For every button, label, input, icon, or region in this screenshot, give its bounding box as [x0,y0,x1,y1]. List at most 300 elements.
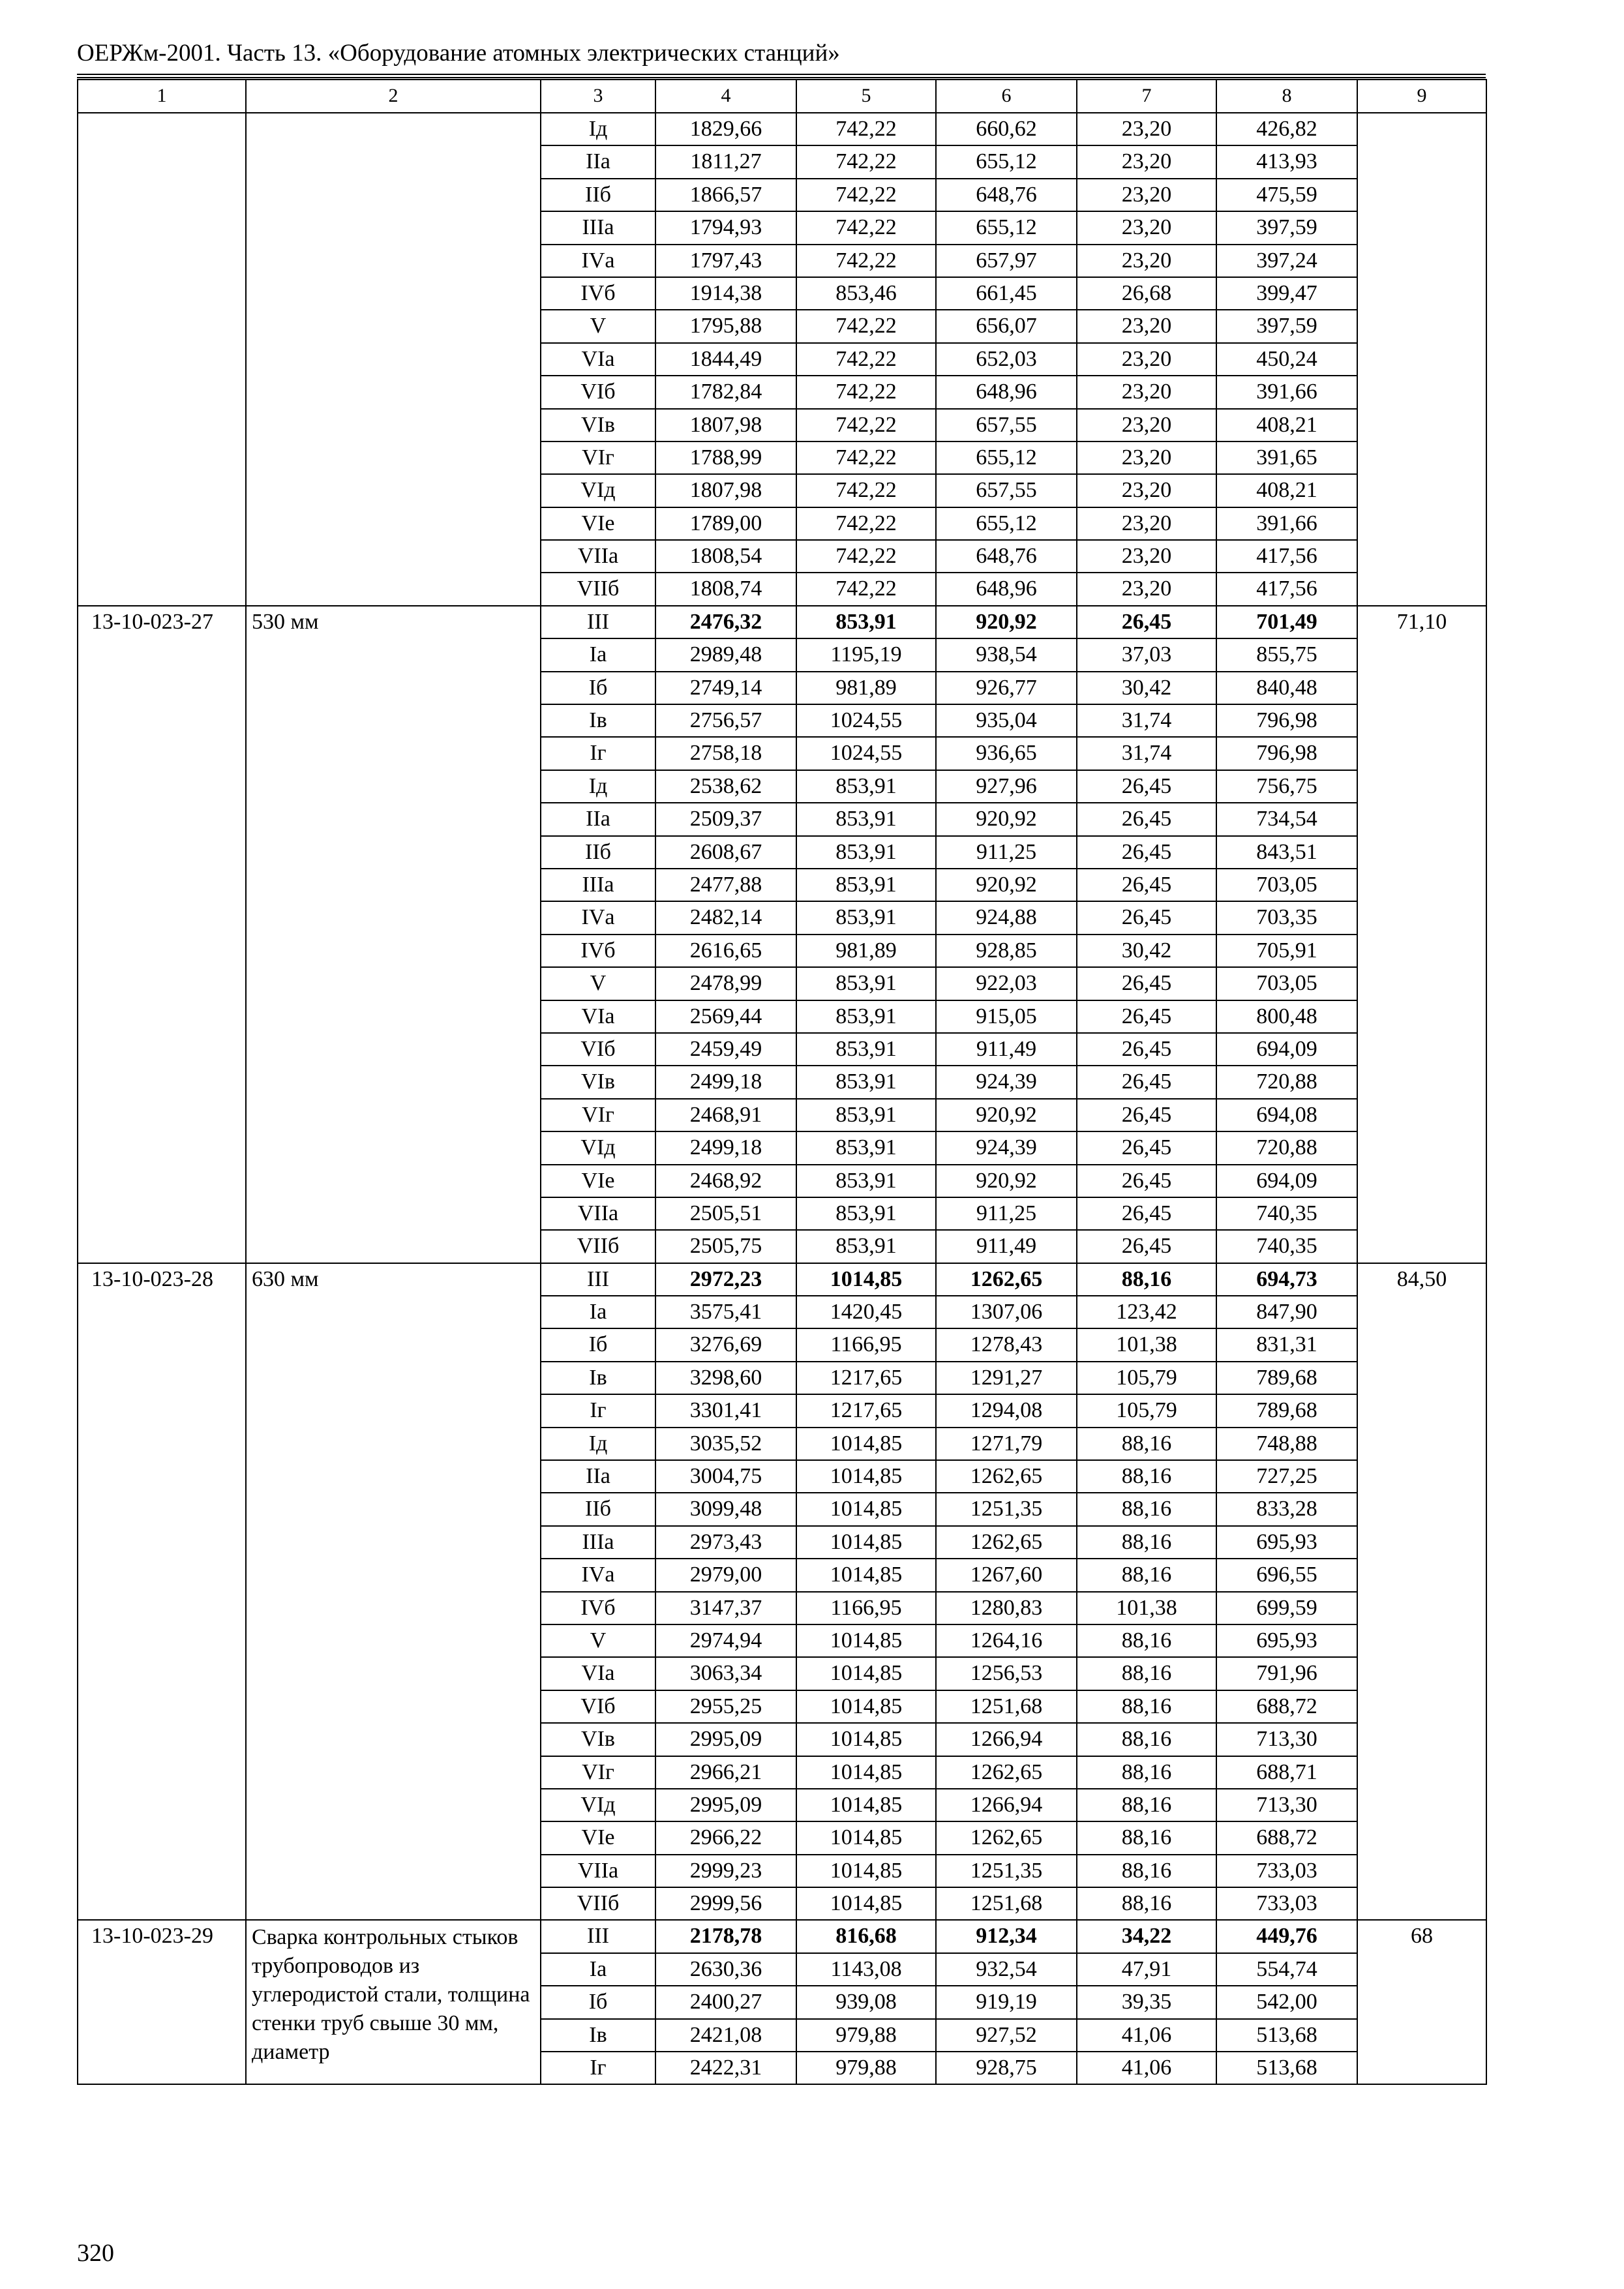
code-cell: 13-10-023-28 [78,1263,246,1921]
value-cell: 927,52 [936,2019,1077,2052]
value-cell: 417,56 [1216,540,1357,573]
zone-cell: VIг [541,1756,655,1789]
value-cell: 939,08 [796,1986,936,2018]
value-cell: 2995,09 [655,1789,796,1821]
value-cell: 796,98 [1216,704,1357,737]
value-cell: 1014,85 [796,1493,936,1525]
zone-cell: IIа [541,1460,655,1493]
value-cell: 720,88 [1216,1066,1357,1098]
column-number: 2 [246,80,541,113]
zone-cell: Iг [541,1394,655,1427]
value-cell: 911,25 [936,1197,1077,1230]
value-cell: 26,45 [1077,869,1216,901]
zone-cell: IIа [541,803,655,835]
value-cell: 1251,35 [936,1855,1077,1887]
value-cell: 920,92 [936,869,1077,901]
value-cell: 703,05 [1216,967,1357,1000]
value-cell: 1280,83 [936,1592,1077,1624]
value-cell: 1014,85 [796,1887,936,1920]
value-cell: 853,91 [796,1131,936,1164]
value-cell: 742,22 [796,245,936,277]
value-cell: 1262,65 [936,1756,1077,1789]
zone-cell: V [541,967,655,1000]
value-cell: 2995,09 [655,1723,796,1756]
value-cell: 655,12 [936,441,1077,474]
value-cell: 2421,08 [655,2019,796,2052]
value-cell: 853,91 [796,967,936,1000]
value-cell: 742,22 [796,441,936,474]
col9-cell: 71,10 [1357,606,1486,1263]
value-cell: 843,51 [1216,836,1357,869]
value-cell: 979,88 [796,2052,936,2084]
value-cell: 1782,84 [655,376,796,408]
value-cell: 742,22 [796,145,936,178]
zone-cell: VIе [541,1821,655,1854]
value-cell: 397,59 [1216,211,1357,244]
value-cell: 924,39 [936,1131,1077,1164]
zone-cell: VIд [541,474,655,507]
value-cell: 2468,91 [655,1099,796,1131]
zone-cell: VIб [541,1690,655,1723]
name-cell: 530 мм [246,606,541,1263]
zone-cell: VIIб [541,1887,655,1920]
value-cell: 3298,60 [655,1362,796,1394]
value-cell: 656,07 [936,310,1077,342]
zone-cell: Iа [541,1296,655,1328]
value-cell: 88,16 [1077,1789,1216,1821]
value-cell: 742,22 [796,540,936,573]
value-cell: 1807,98 [655,474,796,507]
column-number: 5 [796,80,936,113]
value-cell: 853,91 [796,1230,936,1263]
value-cell: 88,16 [1077,1460,1216,1493]
page-header: ОЕРЖм-2001. Часть 13. «Оборудование атомных электрических станций» [77,40,840,67]
value-cell: 655,12 [936,211,1077,244]
value-cell: 911,49 [936,1033,1077,1066]
value-cell: 742,22 [796,376,936,408]
value-cell: 47,91 [1077,1953,1216,1986]
value-cell: 1266,94 [936,1723,1077,1756]
value-cell: 3147,37 [655,1592,796,1624]
value-cell: 936,65 [936,737,1077,770]
value-cell: 30,42 [1077,672,1216,704]
zone-cell: Iд [541,770,655,803]
value-cell: 3004,75 [655,1460,796,1493]
value-cell: 88,16 [1077,1723,1216,1756]
column-number: 9 [1357,80,1486,113]
value-cell: 88,16 [1077,1428,1216,1460]
value-cell: 1166,95 [796,1592,936,1624]
value-cell: 26,45 [1077,1197,1216,1230]
value-cell: 26,45 [1077,1000,1216,1033]
code-cell [78,113,246,606]
column-number: 6 [936,80,1077,113]
zone-cell: VIд [541,1789,655,1821]
zone-cell: V [541,310,655,342]
value-cell: 2749,14 [655,672,796,704]
value-cell: 919,19 [936,1986,1077,2018]
value-cell: 705,91 [1216,935,1357,967]
value-cell: 1811,27 [655,145,796,178]
name-cell [246,113,541,606]
value-cell: 701,49 [1216,606,1357,638]
value-cell: 661,45 [936,277,1077,310]
value-cell: 408,21 [1216,474,1357,507]
value-cell: 652,03 [936,343,1077,376]
value-cell: 3035,52 [655,1428,796,1460]
col9-cell: 84,50 [1357,1263,1486,1921]
value-cell: 922,03 [936,967,1077,1000]
zone-cell: VIа [541,1657,655,1690]
value-cell: 2616,65 [655,935,796,967]
value-cell: 742,22 [796,179,936,211]
value-cell: 397,24 [1216,245,1357,277]
value-cell: 391,66 [1216,507,1357,540]
value-cell: 912,34 [936,1920,1077,1952]
value-cell: 938,54 [936,638,1077,671]
value-cell: 88,16 [1077,1559,1216,1591]
value-cell: 2966,21 [655,1756,796,1789]
value-cell: 105,79 [1077,1362,1216,1394]
value-cell: 1014,85 [796,1821,936,1854]
value-cell: 26,45 [1077,967,1216,1000]
zone-cell: Iд [541,1428,655,1460]
value-cell: 1262,65 [936,1460,1077,1493]
value-cell: 1266,94 [936,1789,1077,1821]
value-cell: 1014,85 [796,1559,936,1591]
value-cell: 1251,68 [936,1690,1077,1723]
value-cell: 657,97 [936,245,1077,277]
value-cell: 1014,85 [796,1460,936,1493]
value-cell: 1789,00 [655,507,796,540]
zone-cell: Iг [541,2052,655,2084]
value-cell: 1166,95 [796,1328,936,1361]
value-cell: 1797,43 [655,245,796,277]
value-cell: 2758,18 [655,737,796,770]
zone-cell: IVа [541,245,655,277]
value-cell: 648,76 [936,540,1077,573]
value-cell: 88,16 [1077,1821,1216,1854]
value-cell: 26,45 [1077,606,1216,638]
zone-cell: V [541,1624,655,1657]
value-cell: 727,25 [1216,1460,1357,1493]
name-cell: Сварка контрольных стыков трубопроводов из углеродистой стали, толщина стенки труб свыше 30 мм, диаметр [246,1920,541,2084]
value-cell: 2478,99 [655,967,796,1000]
value-cell: 648,76 [936,179,1077,211]
value-cell: 853,91 [796,1165,936,1197]
zone-cell: Iб [541,1328,655,1361]
value-cell: 694,73 [1216,1263,1357,1296]
value-cell: 1291,27 [936,1362,1077,1394]
value-cell: 1866,57 [655,179,796,211]
value-cell: 924,88 [936,901,1077,934]
value-cell: 26,45 [1077,1033,1216,1066]
name-cell: 630 мм [246,1263,541,1921]
value-cell: 927,96 [936,770,1077,803]
value-cell: 2505,75 [655,1230,796,1263]
value-cell: 853,91 [796,1000,936,1033]
value-cell: 2422,31 [655,2052,796,2084]
value-cell: 655,12 [936,507,1077,540]
value-cell: 26,45 [1077,1230,1216,1263]
value-cell: 23,20 [1077,179,1216,211]
value-cell: 853,91 [796,803,936,835]
value-cell: 41,06 [1077,2052,1216,2084]
value-cell: 23,20 [1077,573,1216,605]
zone-cell: Iб [541,1986,655,2018]
value-cell: 688,72 [1216,1690,1357,1723]
zone-cell: VIIб [541,573,655,605]
value-cell: 41,06 [1077,2019,1216,2052]
value-cell: 703,05 [1216,869,1357,901]
value-cell: 694,09 [1216,1033,1357,1066]
value-cell: 928,75 [936,2052,1077,2084]
value-cell: 853,91 [796,1197,936,1230]
value-cell: 796,98 [1216,737,1357,770]
value-cell: 513,68 [1216,2052,1357,2084]
value-cell: 37,03 [1077,638,1216,671]
value-cell: 733,03 [1216,1887,1357,1920]
value-cell: 1307,06 [936,1296,1077,1328]
value-cell: 3063,34 [655,1657,796,1690]
value-cell: 23,20 [1077,211,1216,244]
value-cell: 413,93 [1216,145,1357,178]
code-cell: 13-10-023-27 [78,606,246,1263]
value-cell: 853,91 [796,1099,936,1131]
zone-cell: Iа [541,638,655,671]
value-cell: 713,30 [1216,1723,1357,1756]
value-cell: 789,68 [1216,1394,1357,1427]
zone-cell: Iд [541,113,655,145]
zone-cell: VIIа [541,1197,655,1230]
value-cell: 853,91 [796,869,936,901]
value-cell: 713,30 [1216,1789,1357,1821]
zone-cell: VIIа [541,1855,655,1887]
value-cell: 740,35 [1216,1197,1357,1230]
value-cell: 789,68 [1216,1362,1357,1394]
table-row [78,1263,1486,1296]
value-cell: 657,55 [936,474,1077,507]
value-cell: 816,68 [796,1920,936,1952]
value-cell: 23,20 [1077,145,1216,178]
value-cell: 1262,65 [936,1821,1077,1854]
column-number: 7 [1077,80,1216,113]
value-cell: 30,42 [1077,935,1216,967]
value-cell: 23,20 [1077,310,1216,342]
value-cell: 742,22 [796,474,936,507]
value-cell: 694,08 [1216,1099,1357,1131]
value-cell: 742,22 [796,573,936,605]
value-cell: 1808,54 [655,540,796,573]
value-cell: 2973,43 [655,1526,796,1559]
col9-cell: 68 [1357,1920,1486,2084]
value-cell: 935,04 [936,704,1077,737]
value-cell: 840,48 [1216,672,1357,704]
value-cell: 695,93 [1216,1526,1357,1559]
value-cell: 742,22 [796,343,936,376]
value-cell: 1014,85 [796,1855,936,1887]
column-number: 8 [1216,80,1357,113]
value-cell: 88,16 [1077,1887,1216,1920]
zone-cell: IIб [541,179,655,211]
value-cell: 1256,53 [936,1657,1077,1690]
value-cell: 699,59 [1216,1592,1357,1624]
zone-cell: Iв [541,704,655,737]
value-cell: 2499,18 [655,1131,796,1164]
column-number: 4 [655,80,796,113]
value-cell: 23,20 [1077,540,1216,573]
value-cell: 655,12 [936,145,1077,178]
value-cell: 31,74 [1077,704,1216,737]
zone-cell: VIг [541,1099,655,1131]
value-cell: 1014,85 [796,1690,936,1723]
zone-cell: IVа [541,901,655,934]
column-number: 3 [541,80,655,113]
value-cell: 742,22 [796,113,936,145]
value-cell: 26,45 [1077,1066,1216,1098]
zone-cell: VIг [541,441,655,474]
value-cell: 853,91 [796,836,936,869]
table-body [78,80,1486,2084]
value-cell: 88,16 [1077,1657,1216,1690]
value-cell: 2974,94 [655,1624,796,1657]
value-cell: 2756,57 [655,704,796,737]
code-cell: 13-10-023-29 [78,1920,246,2084]
value-cell: 853,91 [796,901,936,934]
value-cell: 1143,08 [796,1953,936,1986]
zone-cell: VIб [541,1033,655,1066]
value-cell: 720,88 [1216,1131,1357,1164]
value-cell: 23,20 [1077,507,1216,540]
value-cell: 1271,79 [936,1428,1077,1460]
value-cell: 3276,69 [655,1328,796,1361]
value-cell: 542,00 [1216,1986,1357,2018]
zone-cell: VIIб [541,1230,655,1263]
value-cell: 2482,14 [655,901,796,934]
zone-cell: VIа [541,1000,655,1033]
value-cell: 399,47 [1216,277,1357,310]
value-cell: 915,05 [936,1000,1077,1033]
value-cell: 981,89 [796,935,936,967]
value-cell: 853,91 [796,770,936,803]
value-cell: 26,45 [1077,1165,1216,1197]
value-cell: 513,68 [1216,2019,1357,2052]
zone-cell: III [541,1263,655,1296]
value-cell: 26,45 [1077,803,1216,835]
value-cell: 1914,38 [655,277,796,310]
value-cell: 2989,48 [655,638,796,671]
value-cell: 2476,32 [655,606,796,638]
value-cell: 475,59 [1216,179,1357,211]
value-cell: 920,92 [936,1099,1077,1131]
value-cell: 408,21 [1216,409,1357,441]
zone-cell: VIа [541,343,655,376]
value-cell: 1014,85 [796,1526,936,1559]
value-cell: 1808,74 [655,573,796,605]
value-cell: 853,46 [796,277,936,310]
value-cell: 31,74 [1077,737,1216,770]
value-cell: 734,54 [1216,803,1357,835]
value-cell: 742,22 [796,310,936,342]
zone-cell: IIа [541,145,655,178]
value-cell: 1014,85 [796,1789,936,1821]
value-cell: 1420,45 [796,1296,936,1328]
value-cell: 1014,85 [796,1428,936,1460]
value-cell: 920,92 [936,803,1077,835]
value-cell: 2477,88 [655,869,796,901]
value-cell: 1262,65 [936,1263,1077,1296]
value-cell: 1217,65 [796,1394,936,1427]
value-cell: 833,28 [1216,1493,1357,1525]
table-row [78,1920,1486,1952]
value-cell: 105,79 [1077,1394,1216,1427]
value-cell: 911,49 [936,1230,1077,1263]
value-cell: 688,71 [1216,1756,1357,1789]
value-cell: 23,20 [1077,441,1216,474]
table-row [78,606,1486,638]
value-cell: 657,55 [936,409,1077,441]
value-cell: 26,45 [1077,1131,1216,1164]
value-cell: 3301,41 [655,1394,796,1427]
value-cell: 733,03 [1216,1855,1357,1887]
value-cell: 981,89 [796,672,936,704]
zone-cell: VIе [541,507,655,540]
value-cell: 756,75 [1216,770,1357,803]
value-cell: 2459,49 [655,1033,796,1066]
value-cell: 1807,98 [655,409,796,441]
value-cell: 101,38 [1077,1592,1216,1624]
value-cell: 1014,85 [796,1723,936,1756]
value-cell: 39,35 [1077,1986,1216,2018]
value-cell: 26,45 [1077,770,1216,803]
value-cell: 1788,99 [655,441,796,474]
value-cell: 853,91 [796,1066,936,1098]
value-cell: 450,24 [1216,343,1357,376]
value-cell: 1251,35 [936,1493,1077,1525]
value-cell: 648,96 [936,376,1077,408]
value-cell: 1195,19 [796,638,936,671]
value-cell: 1024,55 [796,737,936,770]
zone-cell: Iб [541,672,655,704]
value-cell: 1262,65 [936,1526,1077,1559]
value-cell: 449,76 [1216,1920,1357,1952]
value-cell: 2509,37 [655,803,796,835]
value-cell: 426,82 [1216,113,1357,145]
value-cell: 101,38 [1077,1328,1216,1361]
zone-cell: IIIа [541,211,655,244]
value-cell: 1024,55 [796,704,936,737]
value-cell: 26,68 [1077,277,1216,310]
value-cell: 2999,56 [655,1887,796,1920]
value-cell: 88,16 [1077,1624,1216,1657]
value-cell: 853,91 [796,606,936,638]
value-cell: 88,16 [1077,1526,1216,1559]
zone-cell: IVб [541,935,655,967]
value-cell: 88,16 [1077,1756,1216,1789]
value-cell: 1251,68 [936,1887,1077,1920]
value-cell: 391,65 [1216,441,1357,474]
value-cell: 740,35 [1216,1230,1357,1263]
zone-cell: Iг [541,737,655,770]
value-cell: 88,16 [1077,1690,1216,1723]
value-cell: 2538,62 [655,770,796,803]
value-cell: 34,22 [1077,1920,1216,1952]
column-number-row [78,80,1486,113]
value-cell: 88,16 [1077,1493,1216,1525]
col9-cell [1357,113,1486,606]
value-cell: 2400,27 [655,1986,796,2018]
value-cell: 1794,93 [655,211,796,244]
